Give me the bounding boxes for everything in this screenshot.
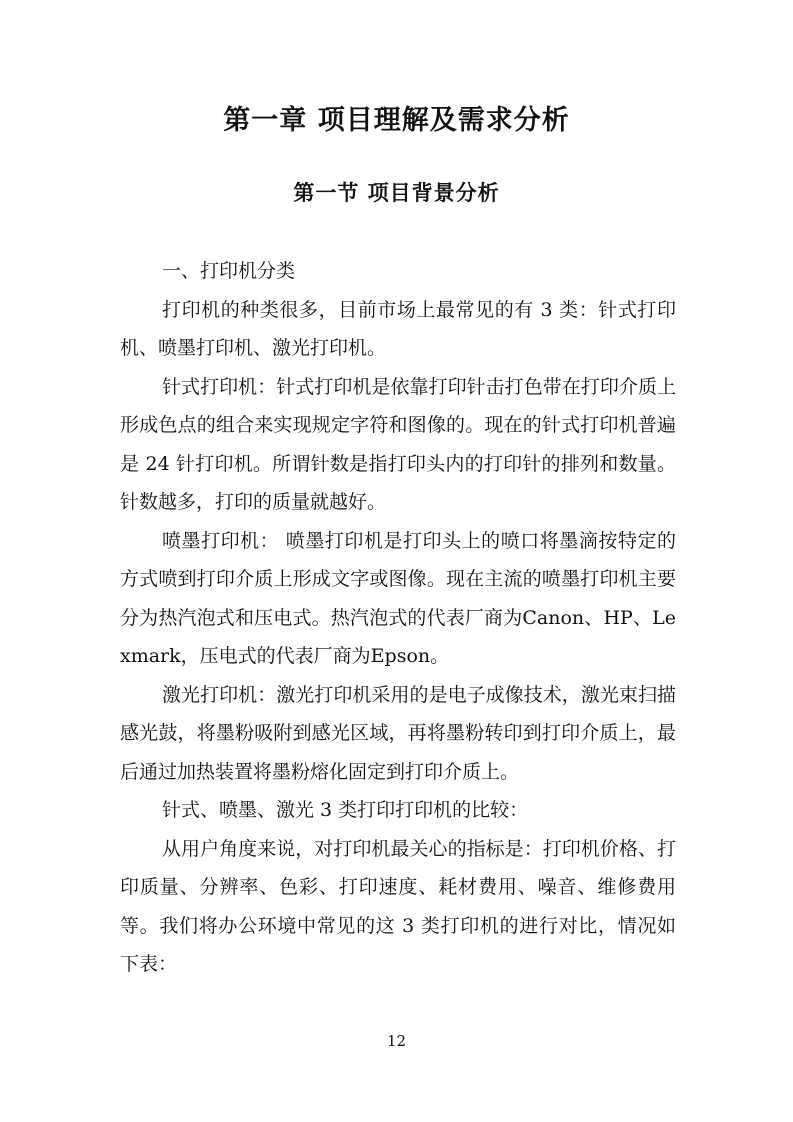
paragraph-printer-types: 打印机的种类很多，目前市场上最常见的有 3 类：针式打印机、喷墨打印机、激光打印机。 xyxy=(120,298,676,359)
paragraph-user-metrics: 从用户角度来说，对打印机最关心的指标是：打印机价格、打印质量、分辨率、色彩、打印速度、耗材费用、噪音、维修费用等。我们将办公环境中常见的这 3 类打印机的进行对比，情况如下表： xyxy=(120,837,676,975)
subheading-printer-classification: 一、打印机分类 xyxy=(162,260,296,282)
paragraph-comparison-intro: 针式、喷墨、激光 3 类打印打印机的比较： xyxy=(162,799,529,821)
paragraph-laser: 激光打印机：激光打印机采用的是电子成像技术，激光束扫描感光鼓，将墨粉吸附到感光区域，再将墨粉转印到打印介质上，最后通过加热装置将墨粉熔化固定到打印介质上。 xyxy=(120,683,676,783)
page-number: 12 xyxy=(386,1032,407,1050)
body-text xyxy=(120,252,676,984)
paragraph-dot-matrix: 针式打印机：针式打印机是依靠打印针击打色带在打印介质上形成色点的组合来实现规定字符和图像的。现在的针式打印机普遍是 24 针打印机。所谓针数是指打印头内的打印针的排列和数量。针数越多，打印的质量就越好。 xyxy=(120,375,676,513)
paragraph-inkjet: 喷墨打印机： 喷墨打印机是打印头上的喷口将墨滴按特定的方式喷到打印介质上形成文字或图像。现在主流的喷墨打印机主要分为热汽泡式和压电式。热汽泡式的代表厂商为Canon、HP、Lexmark，压电式的代表厂商为Epson。 xyxy=(120,529,676,667)
chapter-title: 第一章 项目理解及需求分析 xyxy=(223,105,570,136)
section-title: 第一节 项目背景分析 xyxy=(293,181,500,205)
